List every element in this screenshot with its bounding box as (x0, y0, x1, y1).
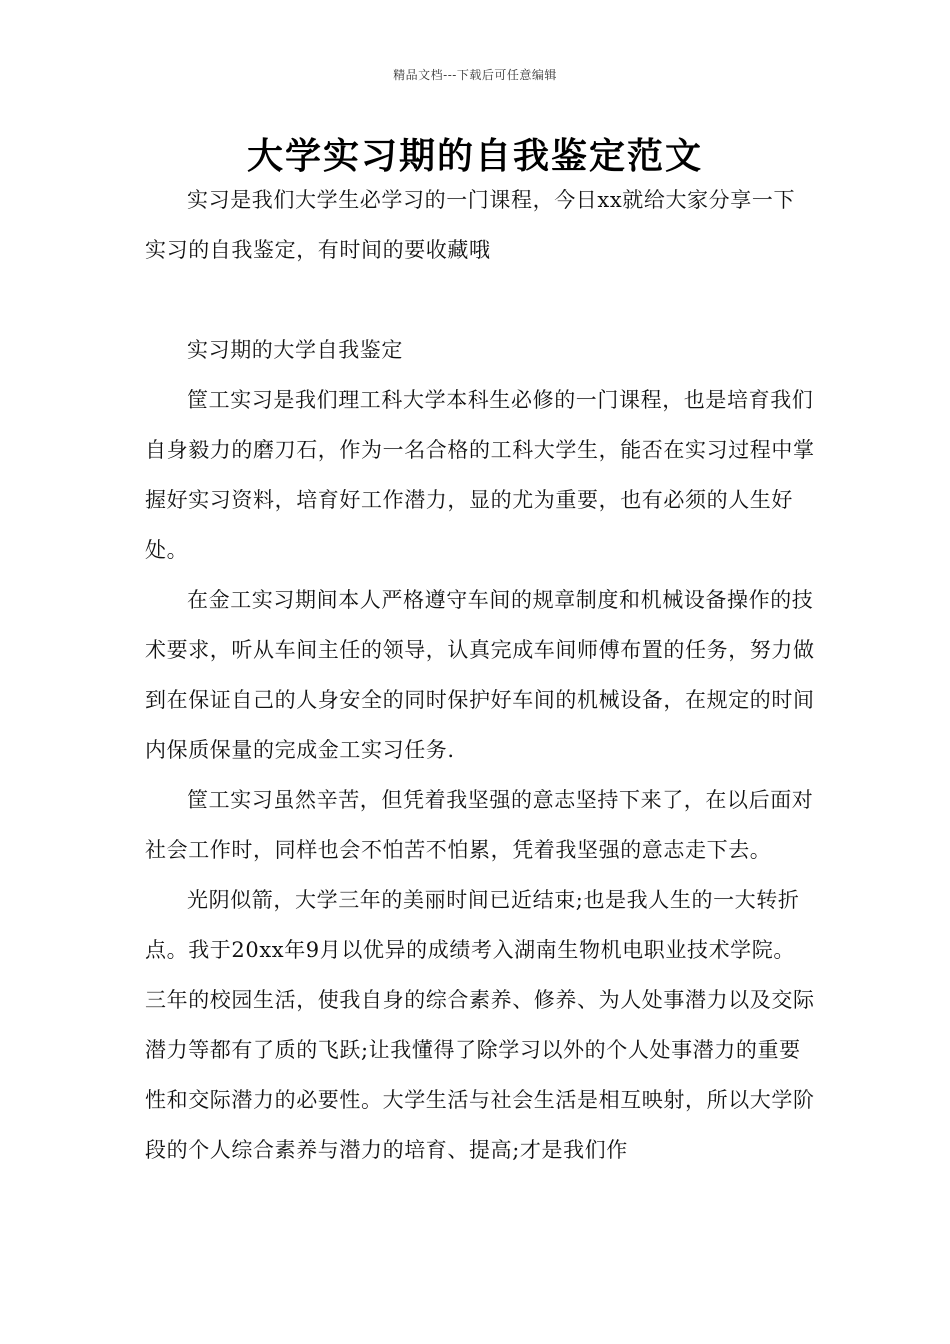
intro-paragraph: 实习是我们大学生必学习的一门课程，今日xx就给大家分享一下实习的自我鉴定，有时间的要收藏哦 (145, 188, 796, 262)
paragraph: 光阴似箭，大学三年的美丽时间已近结束;也是我人生的一大转折点。我于20xx年9月以优异的成绩考入湖南生物机电职业技术学院。三年的校园生活，使我自身的综合素养、修养、为人处事潜力以及交际潜力等都有了质的飞跃;让我懂得了除学习以外的个人处事潜力的重要性和交际潜力的必要性。大学生活与社会生活是相互映射，所以大学阶段的个人综合素养与潜力的培育、提高;才是我们作 (145, 888, 815, 1162)
document-title: 大学实习期的自我鉴定范文 (246, 136, 703, 177)
blank-line (145, 275, 815, 325)
section-heading: 实习期的大学自我鉴定 (187, 338, 403, 362)
document-body (145, 175, 815, 1175)
paragraph: 筐工实习是我们理工科大学本科生必修的一门课程，也是培育我们自身毅力的磨刀石，作为一名合格的工科大学生，能否在实习过程中掌握好实习资料，培育好工作潜力，显的尤为重要，也有必须的人生好处。 (145, 388, 815, 562)
paragraph: 在金工实习期间本人严格遵守车间的规章制度和机械设备操作的技术要求，听从车间主任的领导，认真完成车间师傅布置的任务，努力做到在保证自己的人身安全的同时保护好车间的机械设备，在规定的时间内保质保量的完成金工实习任务. (145, 588, 815, 762)
header-note: 精品文档---下载后可任意编辑 (393, 68, 557, 82)
paragraph: 筐工实习虽然辛苦，但凭着我坚强的意志坚持下来了，在以后面对社会工作时，同样也会不怕苦不怕累，凭着我坚强的意志走下去。 (145, 788, 814, 862)
